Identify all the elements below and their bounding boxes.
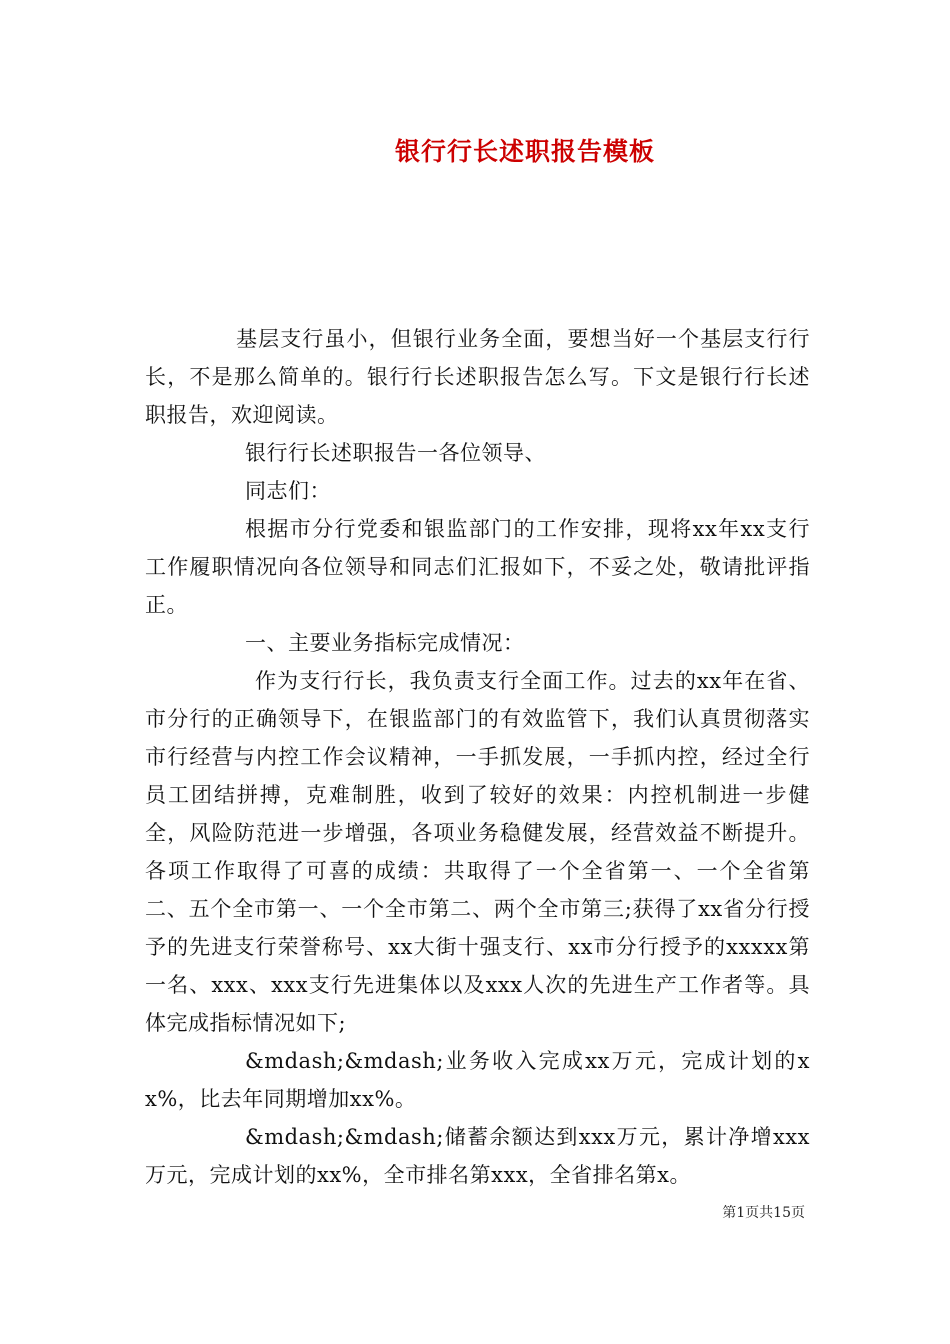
revenue-item: &mdash;&mdash;业务收入完成xx万元，完成计划的xx%，比去年同期增加xx%。 xyxy=(145,1049,810,1111)
performance-paragraph: 作为支行行长，我负责支行全面工作。过去的xx年在省、市分行的正确领导下，在银监部门的有效监管下，我们认真贯彻落实市行经营与内控工作会议精神，一手抓发展，一手抓内控，经过全行员工团结拼搏，克难制胜，收到了较好的效果：内控机制进一步健全，风险防范进一步增强，各项业务稳健发展，经营效益不断提升。各项工作取得了可喜的成绩：共取得了一个全省第一、一个全省第二、五个全市第一、一个全市第二、两个全市第三;获得了xx省分行授予的先进支行荣誉称号、xx大街十强支行、xx市分行授予的xxxxx第一名、xxx、xxx支行先进集体以及xxx人次的先进生产工作者等。具体完成指标情况如下; xyxy=(145,669,810,1035)
intro-paragraph: 基层支行虽小，但银行业务全面，要想当好一个基层支行行长，不是那么简单的。银行行长述职报告怎么写。下文是银行行长述职报告，欢迎阅读。 xyxy=(145,327,810,427)
report-heading-line: 银行行长述职报告一各位领导、 xyxy=(245,441,546,465)
salutation-line: 同志们： xyxy=(245,479,331,503)
opening-paragraph: 根据市分行党委和银监部门的工作安排，现将xx年xx支行工作履职情况向各位领导和同志们汇报如下，不妥之处，敬请批评指正。 xyxy=(145,517,810,617)
savings-item: &mdash;&mdash;储蓄余额达到xxx万元，累计净增xxx万元，完成计划的xx%，全市排名第xxx，全省排名第x。 xyxy=(145,1125,810,1187)
document-title: 银行行长述职报告模板 xyxy=(394,137,655,166)
section-heading: 一、主要业务指标完成情况： xyxy=(245,631,525,655)
page-number: 第1页共15页 xyxy=(722,1205,805,1221)
document-body xyxy=(145,320,810,1194)
